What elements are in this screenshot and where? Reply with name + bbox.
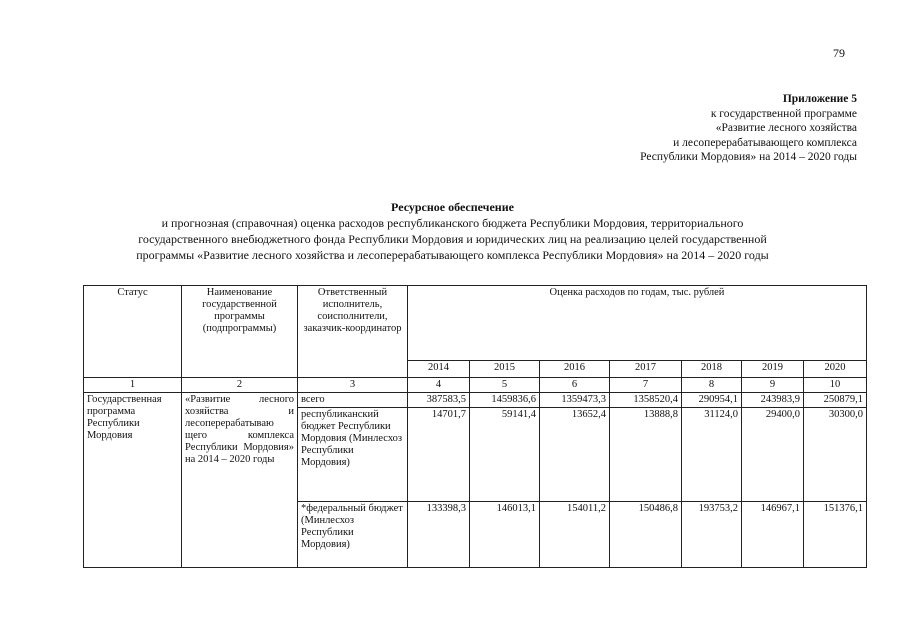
value-cell: 133398,3 xyxy=(408,502,470,568)
value-cell: 13652,4 xyxy=(540,408,610,502)
col-number: 1 xyxy=(84,378,182,393)
value-cell: 150486,8 xyxy=(610,502,682,568)
page-number: 79 xyxy=(833,46,845,60)
col-number: 4 xyxy=(408,378,470,393)
col-number: 5 xyxy=(470,378,540,393)
status-cell: Государственная программа Республики Мордовия xyxy=(84,393,182,568)
value-cell: 154011,2 xyxy=(540,502,610,568)
column-number-row xyxy=(84,378,867,393)
value-cell: 59141,4 xyxy=(470,408,540,502)
header-row xyxy=(84,286,867,361)
value-cell: 1459836,6 xyxy=(470,393,540,408)
col-number: 8 xyxy=(682,378,742,393)
table-row xyxy=(84,393,867,408)
year-cell: 2018 xyxy=(682,361,742,378)
heading-line: и прогнозная (справочная) оценка расходов республиканского бюджета Республики Мордовия, территориального xyxy=(161,216,744,230)
appendix-line: «Развитие лесного хозяйства xyxy=(715,122,857,134)
value-cell: 290954,1 xyxy=(682,393,742,408)
value-cell: 14701,7 xyxy=(408,408,470,502)
appendix-line: к государственной программе xyxy=(710,107,857,120)
value-cell: 387583,5 xyxy=(408,393,470,408)
year-cell: 2019 xyxy=(742,361,804,378)
col-number: 2 xyxy=(182,378,298,393)
year-cell: 2016 xyxy=(540,361,610,378)
value-cell: 13888,8 xyxy=(610,408,682,502)
heading-title: Ресурсное обеспечение xyxy=(391,200,514,214)
col-number: 9 xyxy=(742,378,804,393)
program-name-cell: «Развитие лесного хозяйства и лесоперерабатываю щего комплекса Республики Мордовия» на 2014 – 2020 годы xyxy=(182,393,298,568)
col-number: 6 xyxy=(540,378,610,393)
value-cell: 250879,1 xyxy=(804,393,867,408)
header-status: Статус xyxy=(84,286,182,378)
value-cell: 151376,1 xyxy=(804,502,867,568)
appendix-line: Республики Мордовия» на 2014 – 2020 годы xyxy=(640,151,857,163)
col-number: 7 xyxy=(610,378,682,393)
year-cell: 2020 xyxy=(804,361,867,378)
heading-line: государственного внебюджетного фонда Республики Мордовия и юридических лиц на реализацию целей государственной xyxy=(138,232,767,246)
header-name: Наименование государственной программы (подпрограммы) xyxy=(182,286,298,378)
value-cell: 31124,0 xyxy=(682,408,742,502)
value-cell: 30300,0 xyxy=(804,408,867,502)
col-number: 10 xyxy=(804,378,867,393)
document-heading xyxy=(60,199,845,263)
value-cell: 1358520,4 xyxy=(610,393,682,408)
header-estimate: Оценка расходов по годам, тыс. рублей xyxy=(408,286,867,361)
row-label: республиканский бюджет Республики Мордовия (Минлесхоз Республики Мордовия) xyxy=(298,408,408,502)
value-cell: 193753,2 xyxy=(682,502,742,568)
value-cell: 146013,1 xyxy=(470,502,540,568)
heading-line: программы «Развитие лесного хозяйства и лесоперерабатывающего комплекса Республики Мордовия» на 2014 – 2020 годы xyxy=(136,248,769,262)
row-label: всего xyxy=(298,393,408,408)
appendix-line: и лесоперерабатывающего комплекса xyxy=(673,136,857,149)
appendix-title: Приложение 5 xyxy=(782,93,857,105)
value-cell: 1359473,3 xyxy=(540,393,610,408)
resource-table xyxy=(83,285,867,568)
value-cell: 146967,1 xyxy=(742,502,804,568)
year-cell: 2014 xyxy=(408,361,470,378)
year-cell: 2017 xyxy=(610,361,682,378)
row-label: *федеральный бюджет (Минлесхоз Республики Мордовия) xyxy=(298,502,408,568)
col-number: 3 xyxy=(298,378,408,393)
year-cell: 2015 xyxy=(470,361,540,378)
appendix-block xyxy=(640,92,857,165)
value-cell: 243983,9 xyxy=(742,393,804,408)
value-cell: 29400,0 xyxy=(742,408,804,502)
header-responsible: Ответственный исполнитель, соисполнители, заказчик-координатор xyxy=(298,286,408,378)
